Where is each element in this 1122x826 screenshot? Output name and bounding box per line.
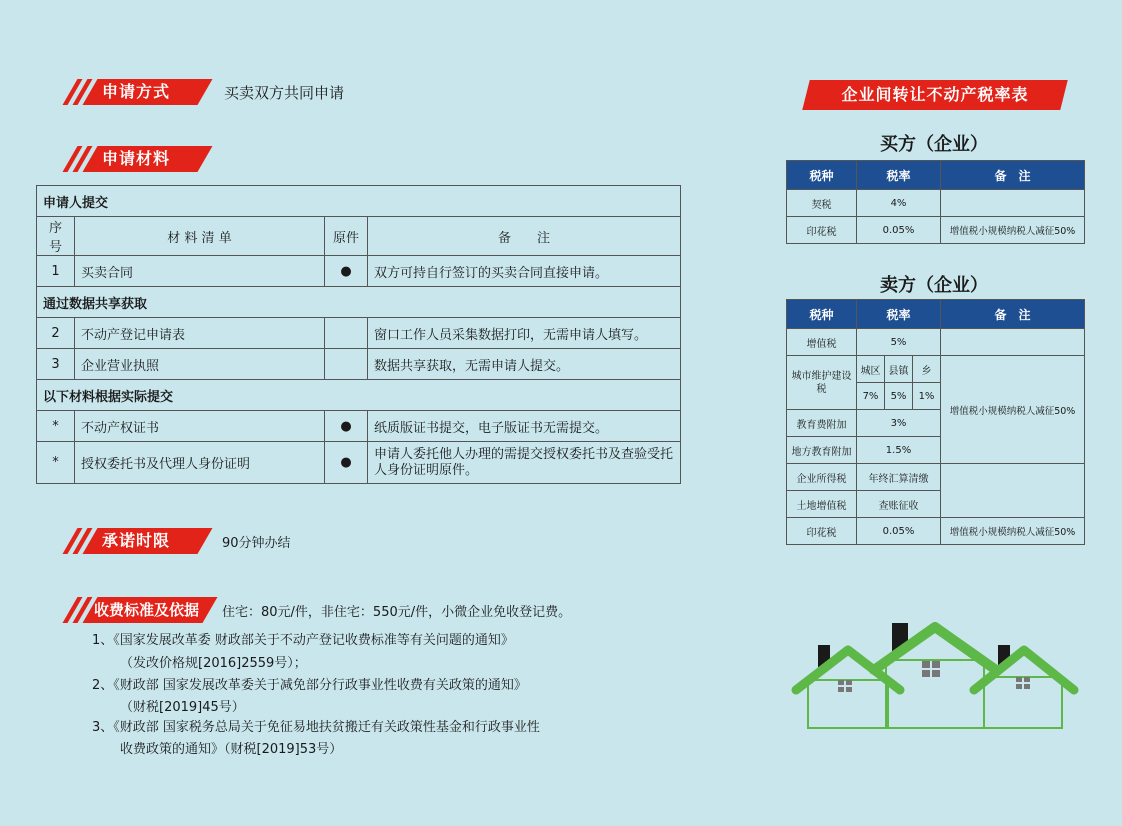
header-name: 材 料 清 单: [75, 217, 325, 256]
table-row: 地方教育附加 1.5%: [787, 437, 1085, 464]
table-row: * 授权委托书及代理人身份证明 ● 申请人委托他人办理的需提交授权委托书及查验受托人身份证明原件。: [37, 442, 681, 484]
section-row: 申请人提交: [37, 186, 681, 217]
table-row: 契税 4%: [787, 190, 1085, 217]
table-header-row: [37, 217, 681, 256]
seller-subtitle: 卖方（企业）: [880, 275, 988, 296]
apply-method-value: 买卖双方共同申请: [224, 84, 345, 102]
table-row: * 不动产权证书 ● 纸质版证书提交，电子版证书无需提交。: [37, 411, 681, 442]
table-row: 城市维护建设税 城区 县镇 乡 增值税小规模纳税人减征50%: [787, 356, 1085, 383]
fee-ref-1b: （发改价格规[2016]2559号）；: [120, 656, 307, 671]
table-row: 印花税 0.05% 增值税小规模纳税人减征50%: [787, 518, 1085, 545]
time-limit-value: 90分钟办结: [222, 536, 291, 551]
table-row: 2 不动产登记申请表 窗口工作人员采集数据打印，无需申请人填写。: [37, 318, 681, 349]
header-note: 备 注: [368, 217, 681, 256]
header-orig: 原件: [325, 217, 368, 256]
section-row: 以下材料根据实际提交: [37, 380, 681, 411]
table-row: 教育费附加 3%: [787, 410, 1085, 437]
house-right-body: [984, 677, 1062, 728]
tax-table-title-banner: [806, 80, 1064, 110]
time-limit-badge: [58, 528, 210, 554]
fee-ref-2b: （财税[2019]45号）: [120, 700, 245, 715]
tax-table-title: 企业间转让不动产税率表: [841, 85, 1029, 104]
table-row: 印花税 0.05% 增值税小规模纳税人减征50%: [787, 217, 1085, 244]
houses-illustration: [790, 615, 1080, 735]
window-icon: [1016, 677, 1030, 689]
table-row: 增值税 5%: [787, 329, 1085, 356]
fee-ref-3b: 收费政策的通知》（财税[2019]53号）: [120, 742, 343, 757]
table-row: 土地增值税 查账征收: [787, 491, 1085, 518]
buyer-tax-table: [786, 160, 1085, 244]
section-row: 通过数据共享获取: [37, 287, 681, 318]
seller-tax-table: [786, 299, 1085, 545]
merged-note: 增值税小规模纳税人减征50%: [941, 356, 1085, 464]
fee-title: 收费标准及依据: [94, 601, 200, 619]
fee-badge: [58, 597, 214, 623]
table-header-row: 税种 税率 备 注: [787, 161, 1085, 190]
table-header-row: 税种 税率 备 注: [787, 300, 1085, 329]
fee-ref-1: 1、《国家发展改革委 财政部关于不动产登记收费标准等有关问题的通知》: [92, 633, 514, 648]
table-row: 3 企业营业执照 数据共享获取，无需申请人提交。: [37, 349, 681, 380]
table-row: 1 买卖合同 ● 双方可持自行签订的买卖合同直接申请。: [37, 256, 681, 287]
apply-method-title: 申请方式: [102, 82, 171, 101]
materials-table: [36, 185, 681, 484]
header-no: 序号: [37, 217, 75, 256]
materials-badge: [58, 146, 210, 172]
table-row: 企业所得税 年终汇算清缴: [787, 464, 1085, 491]
time-limit-title: 承诺时限: [102, 531, 171, 550]
window-icon: [838, 680, 852, 692]
materials-title: 申请材料: [102, 149, 171, 168]
table-row: 7% 5% 1%: [787, 383, 1085, 410]
fee-ref-2: 2、《财政部 国家发展改革委关于减免部分行政事业性收费有关政策的通知》: [92, 678, 527, 693]
buyer-subtitle: 买方（企业）: [880, 134, 988, 155]
window-icon: [922, 661, 940, 677]
apply-method-badge: [58, 79, 210, 105]
fee-ref-3: 3、《财政部 国家税务总局关于免征易地扶贫搬迁有关政策性基金和行政事业性: [92, 720, 540, 735]
fee-value: 住宅：80元/件，非住宅：550元/件，小微企业免收登记费。: [222, 605, 572, 620]
